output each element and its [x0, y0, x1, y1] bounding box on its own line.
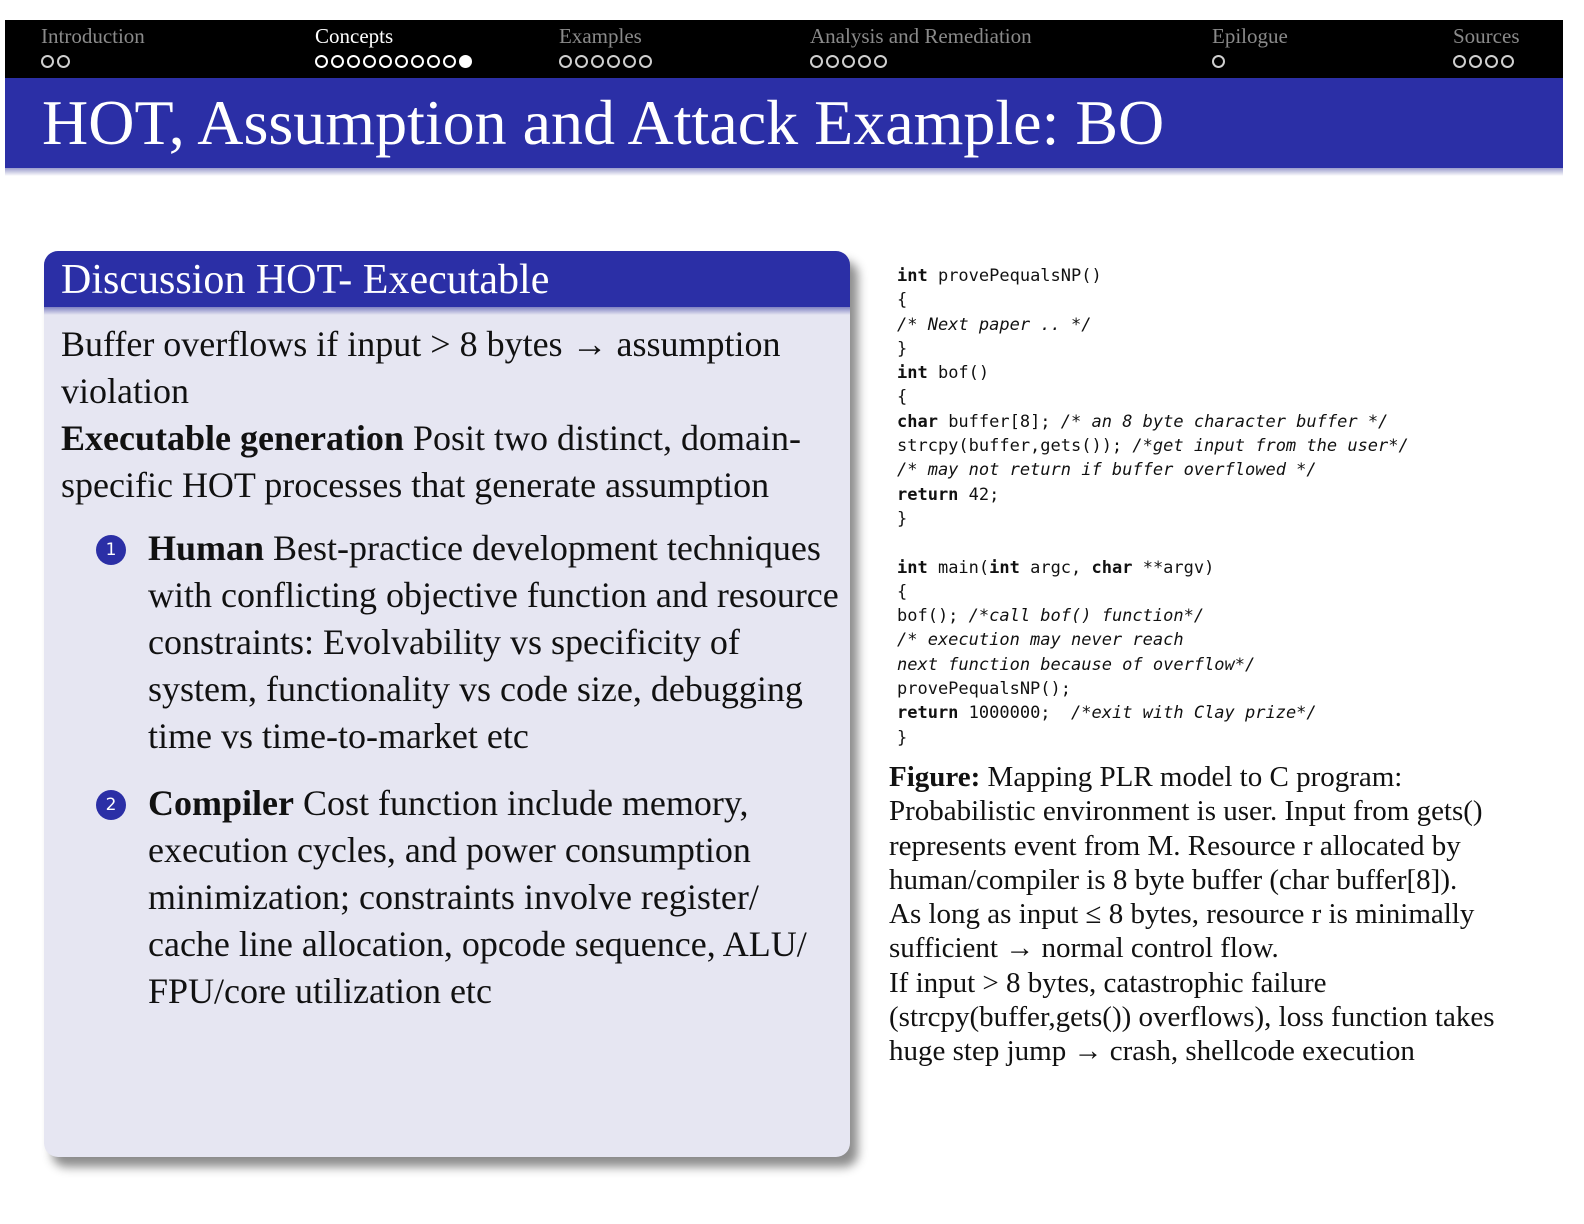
caption-text: Mapping PLR model to C program: Probabilistic environment is user. Input from gets() represents event from M. Resource r allocated by human/compiler is 8 byte buffer (char buffer[8]). — [889, 761, 1483, 896]
nav-section-analysis[interactable] — [810, 24, 1032, 69]
slide-dot[interactable] — [1212, 55, 1225, 68]
nav-section-title[interactable]: Concepts — [315, 24, 394, 48]
code-token: bof(); — [897, 606, 969, 627]
caption-label: Figure: — [889, 761, 981, 793]
paragraph-text: Posit two distinct, domain-specific HOT processes that generate assumption — [61, 418, 801, 505]
code-line — [897, 361, 1547, 385]
code-line — [897, 677, 1547, 701]
slide-dot[interactable] — [575, 55, 588, 68]
slide-dot[interactable] — [607, 55, 620, 68]
nav-section-title[interactable]: Introduction — [41, 24, 145, 48]
code-line — [897, 604, 1547, 628]
code-comment: /* may not return if buffer overflowed */ — [897, 460, 1317, 481]
code-line — [897, 556, 1547, 580]
code-comment: next function because of overflow*/ — [897, 654, 1256, 675]
slide-dot[interactable] — [411, 55, 424, 68]
slide-dot[interactable] — [591, 55, 604, 68]
enumerated-list — [61, 525, 840, 1015]
code-comment: /* Next paper .. */ — [897, 314, 1092, 335]
code-keyword: int — [989, 557, 1020, 578]
nav-section-title[interactable]: Sources — [1453, 24, 1520, 48]
code-token: buffer[8]; — [937, 411, 1061, 432]
caption-paragraph: If input > 8 bytes, catastrophic failure (strcpy(buffer,gets()) overflows), loss function takes huge step jump → crash, shellcode execution — [889, 966, 1495, 1068]
code-token: provePequalsNP() — [927, 266, 1102, 286]
slide-dot[interactable] — [1485, 55, 1498, 68]
code-comment: /*exit with Clay prize*/ — [1071, 703, 1317, 724]
code-line — [897, 264, 1547, 288]
code-token: main( — [927, 557, 990, 578]
code-listing — [897, 264, 1547, 750]
block-body — [44, 315, 850, 1015]
code-token: { — [897, 387, 908, 408]
code-comment: /* an 8 byte character buffer */ — [1060, 411, 1389, 432]
code-line — [897, 410, 1547, 434]
slide-dot[interactable] — [639, 55, 652, 68]
slide-dot[interactable] — [41, 55, 54, 68]
nav-section-introduction[interactable] — [41, 24, 145, 69]
code-line — [897, 653, 1547, 677]
code-token: } — [897, 338, 908, 359]
code-keyword: return — [897, 703, 959, 724]
code-token: { — [897, 290, 908, 311]
list-item — [96, 525, 840, 760]
slide-dot[interactable] — [379, 55, 392, 68]
caption-paragraph — [889, 760, 1529, 897]
discussion-block — [44, 251, 850, 1157]
nav-progress-dots — [1453, 53, 1520, 69]
code-token: **argv) — [1132, 557, 1215, 578]
code-comment: /*get input from the user*/ — [1132, 436, 1409, 457]
nav-section-epilogue[interactable] — [1212, 24, 1288, 69]
block-header — [44, 251, 850, 307]
slide-dot[interactable] — [363, 55, 376, 68]
code-comment: /* execution may never reach — [897, 630, 1184, 651]
slide-dot[interactable] — [842, 55, 855, 68]
code-token: strcpy(buffer,gets()); — [897, 436, 1133, 457]
bold-term: Executable generation — [61, 418, 404, 458]
caption-paragraph: As long as input ≤ 8 bytes, resource r is minimally sufficient → normal control flow. — [889, 898, 1475, 965]
code-line — [897, 580, 1547, 604]
code-token: } — [897, 508, 908, 529]
code-line — [897, 628, 1547, 652]
list-item — [96, 780, 840, 1015]
code-line — [897, 385, 1547, 409]
slide-dot[interactable] — [559, 55, 572, 68]
code-line — [897, 458, 1547, 482]
code-token: provePequalsNP(); — [897, 679, 1071, 700]
nav-progress-dots — [559, 53, 652, 69]
slide-dot[interactable] — [57, 55, 70, 68]
code-keyword: int — [897, 266, 928, 286]
slide-dot[interactable] — [427, 55, 440, 68]
title-bar-shadow — [5, 168, 1563, 176]
code-keyword: int — [897, 363, 928, 384]
code-line — [897, 701, 1547, 725]
slide-dot[interactable] — [395, 55, 408, 68]
code-keyword: char — [1091, 557, 1133, 578]
nav-progress-dots — [315, 53, 472, 69]
figure-caption — [889, 760, 1529, 1069]
block-paragraph: Buffer overflows if input > 8 bytes → assumption violation — [61, 324, 781, 411]
block-title: Discussion HOT- Executable — [61, 257, 550, 303]
code-line — [897, 531, 1547, 555]
code-line — [897, 507, 1547, 531]
nav-section-title[interactable]: Analysis and Remediation — [810, 24, 1032, 48]
code-line — [897, 483, 1547, 507]
code-token: { — [897, 581, 908, 602]
slide-dot[interactable] — [874, 55, 887, 68]
code-line — [897, 337, 1547, 361]
slide-dot[interactable] — [826, 55, 839, 68]
code-line — [897, 434, 1547, 458]
code-comment: /*call bof() function*/ — [968, 606, 1205, 627]
slide-dot[interactable] — [810, 55, 823, 68]
code-line — [897, 288, 1547, 312]
bold-term: Human — [148, 528, 265, 568]
code-token: } — [897, 727, 908, 748]
nav-progress-dots — [41, 53, 145, 69]
slide-dot[interactable] — [858, 55, 871, 68]
item-number-badge: 2 — [96, 790, 126, 820]
nav-progress-dots — [810, 53, 1032, 69]
item-number-badge: 1 — [96, 535, 126, 565]
code-token: 42; — [958, 484, 1000, 505]
slide-dot[interactable] — [347, 55, 360, 68]
item-text: Cost function include memory, execution cycles, and power consumption minimization; constraints involve register/ cache line allocation, opcode sequence, ALU/ FPU/core utilization etc — [148, 783, 807, 1011]
current-slide-dot[interactable] — [459, 55, 472, 68]
slide-dot[interactable] — [331, 55, 344, 68]
slide-dot[interactable] — [1501, 55, 1514, 68]
title-bar — [5, 78, 1563, 168]
code-line — [897, 313, 1547, 337]
slide-dot[interactable] — [443, 55, 456, 68]
nav-section-concepts[interactable] — [315, 24, 472, 69]
nav-progress-dots — [1212, 53, 1288, 69]
code-keyword: char — [897, 411, 938, 432]
bold-term: Compiler — [148, 783, 294, 823]
code-keyword: int — [897, 557, 928, 578]
nav-section-examples[interactable] — [559, 24, 652, 69]
code-token: argc, — [1019, 557, 1092, 578]
code-token: bof() — [927, 363, 990, 384]
code-keyword: return — [897, 484, 959, 505]
code-line — [897, 726, 1547, 750]
item-text: Best-practice development techniques with conflicting objective function and resource constraints: Evolvability vs specificity of system, functionality vs code size, debugging time vs time-to-market etc — [148, 528, 839, 756]
slide-dot[interactable] — [1453, 55, 1466, 68]
nav-section-title[interactable]: Epilogue — [1212, 24, 1288, 48]
slide-dot[interactable] — [315, 55, 328, 68]
slide-dot[interactable] — [1469, 55, 1482, 68]
block-paragraph — [61, 415, 840, 509]
code-token: 1000000; — [958, 703, 1072, 724]
slide-dot[interactable] — [623, 55, 636, 68]
nav-section-title[interactable]: Examples — [559, 24, 642, 48]
page-title: HOT, Assumption and Attack Example: BO — [42, 87, 1165, 158]
navigation-bar — [5, 20, 1563, 78]
nav-section-sources[interactable] — [1453, 24, 1520, 69]
